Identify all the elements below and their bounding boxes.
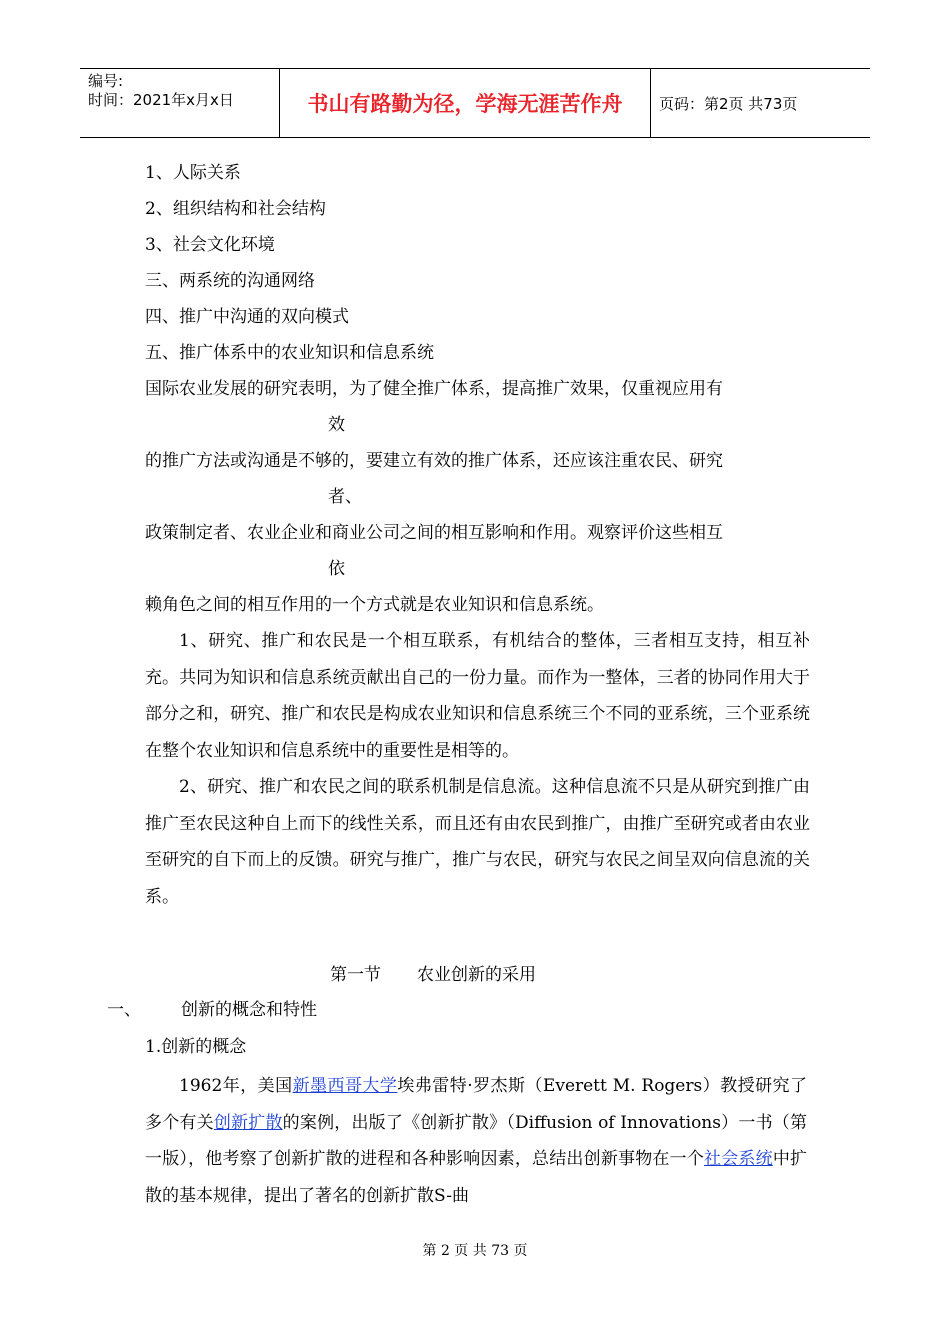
list-item: 四、推广中沟通的双向模式 [145,307,349,327]
wrapped-line-tail: 者、 [328,487,362,507]
list-item: 三、两系统的沟通网络 [145,271,315,291]
time-label: 时间：2021年x月x日 [88,91,234,109]
list-item: 3、社会文化环境 [145,235,275,255]
text-span: 中扩散的基本规律，提出了著名的创新扩散S-曲 [145,1149,808,1206]
link-innovation-diffusion[interactable]: 创新扩散 [213,1112,283,1133]
subsection-number: 一、 [107,1000,141,1020]
header-page-info: 页码：第2页 共73页 [659,94,798,113]
list-item: 1、人际关系 [145,163,241,183]
link-new-mexico-university[interactable]: 新墨西哥大学 [292,1076,398,1096]
list-item: 五、推广体系中的农业知识和信息系统 [145,343,434,363]
subsection-heading [107,995,317,1020]
serial-label: 编号: [88,72,124,90]
section-title: 农业创新的采用 [417,965,536,985]
subsection-title: 创新的概念和特性 [181,1000,317,1020]
header-left-cell [80,69,280,137]
creation-paragraph [145,1068,807,1214]
text-span: 埃弗雷特·罗杰斯（Everett M. Rogers）教授研究了多个有关 [145,1076,807,1133]
wrapped-line-tail: 效 [328,415,345,435]
list-item: 2、组织结构和社会结构 [145,199,326,219]
section-heading [330,960,536,985]
subsubsection-heading: 1.创新的概念 [145,1037,247,1057]
wrapped-line: 国际农业发展的研究表明，为了健全推广体系，提高推广效果，仅重视应用有 [145,379,723,399]
body-paragraph: 2、研究、推广和农民之间的联系机制是信息流。这种信息流不只是从研究到推广由推广至农民这种自上而下的线性关系，而且还有由农民到推广，由推广至研究或者由农业至研究的自下而上的反馈。研究与推广，推广与农民，研究与农民之间呈双向信息流的关系。 [145,777,810,907]
link-social-system[interactable]: 社会系统 [704,1149,773,1169]
page-footer: 第 2 页 共 73 页 [422,1243,528,1259]
wrapped-line: 政策制定者、农业企业和商业公司之间的相互影响和作用。观察评价这些相互 [145,523,723,543]
wrapped-line: 的推广方法或沟通是不够的，要建立有效的推广体系，还应该注重农民、研究 [145,451,723,471]
page-header [80,68,870,138]
wrapped-line-tail: 依 [328,559,345,579]
text-span: 1962年，美国 [179,1076,293,1096]
header-motto: 书山有路勤为径，学海无涯苦作舟 [280,69,651,137]
main-content [145,155,810,915]
body-paragraph: 1、研究、推广和农民是一个相互联系，有机结合的整体，三者相互支持，相互补充。共同为知识和信息系统贡献出自己的一份力量。而作为一整体，三者的协同作用大于部分之和，研究、推广和农民是构成农业知识和信息系统三个不同的亚系统，三个亚系统在整个农业知识和信息系统中的重要性是相等的。 [145,631,810,761]
section-number: 第一节 [330,965,381,985]
text-span: 的案例，出版了《创新扩散》（Diffusion of Innovations）一书（第一版），他考察了创新扩散的进程和各种影响因素，总结出创新事物在一个 [145,1112,808,1169]
wrapped-end-line: 赖角色之间的相互作用的一个方式就是农业知识和信息系统。 [145,595,604,615]
